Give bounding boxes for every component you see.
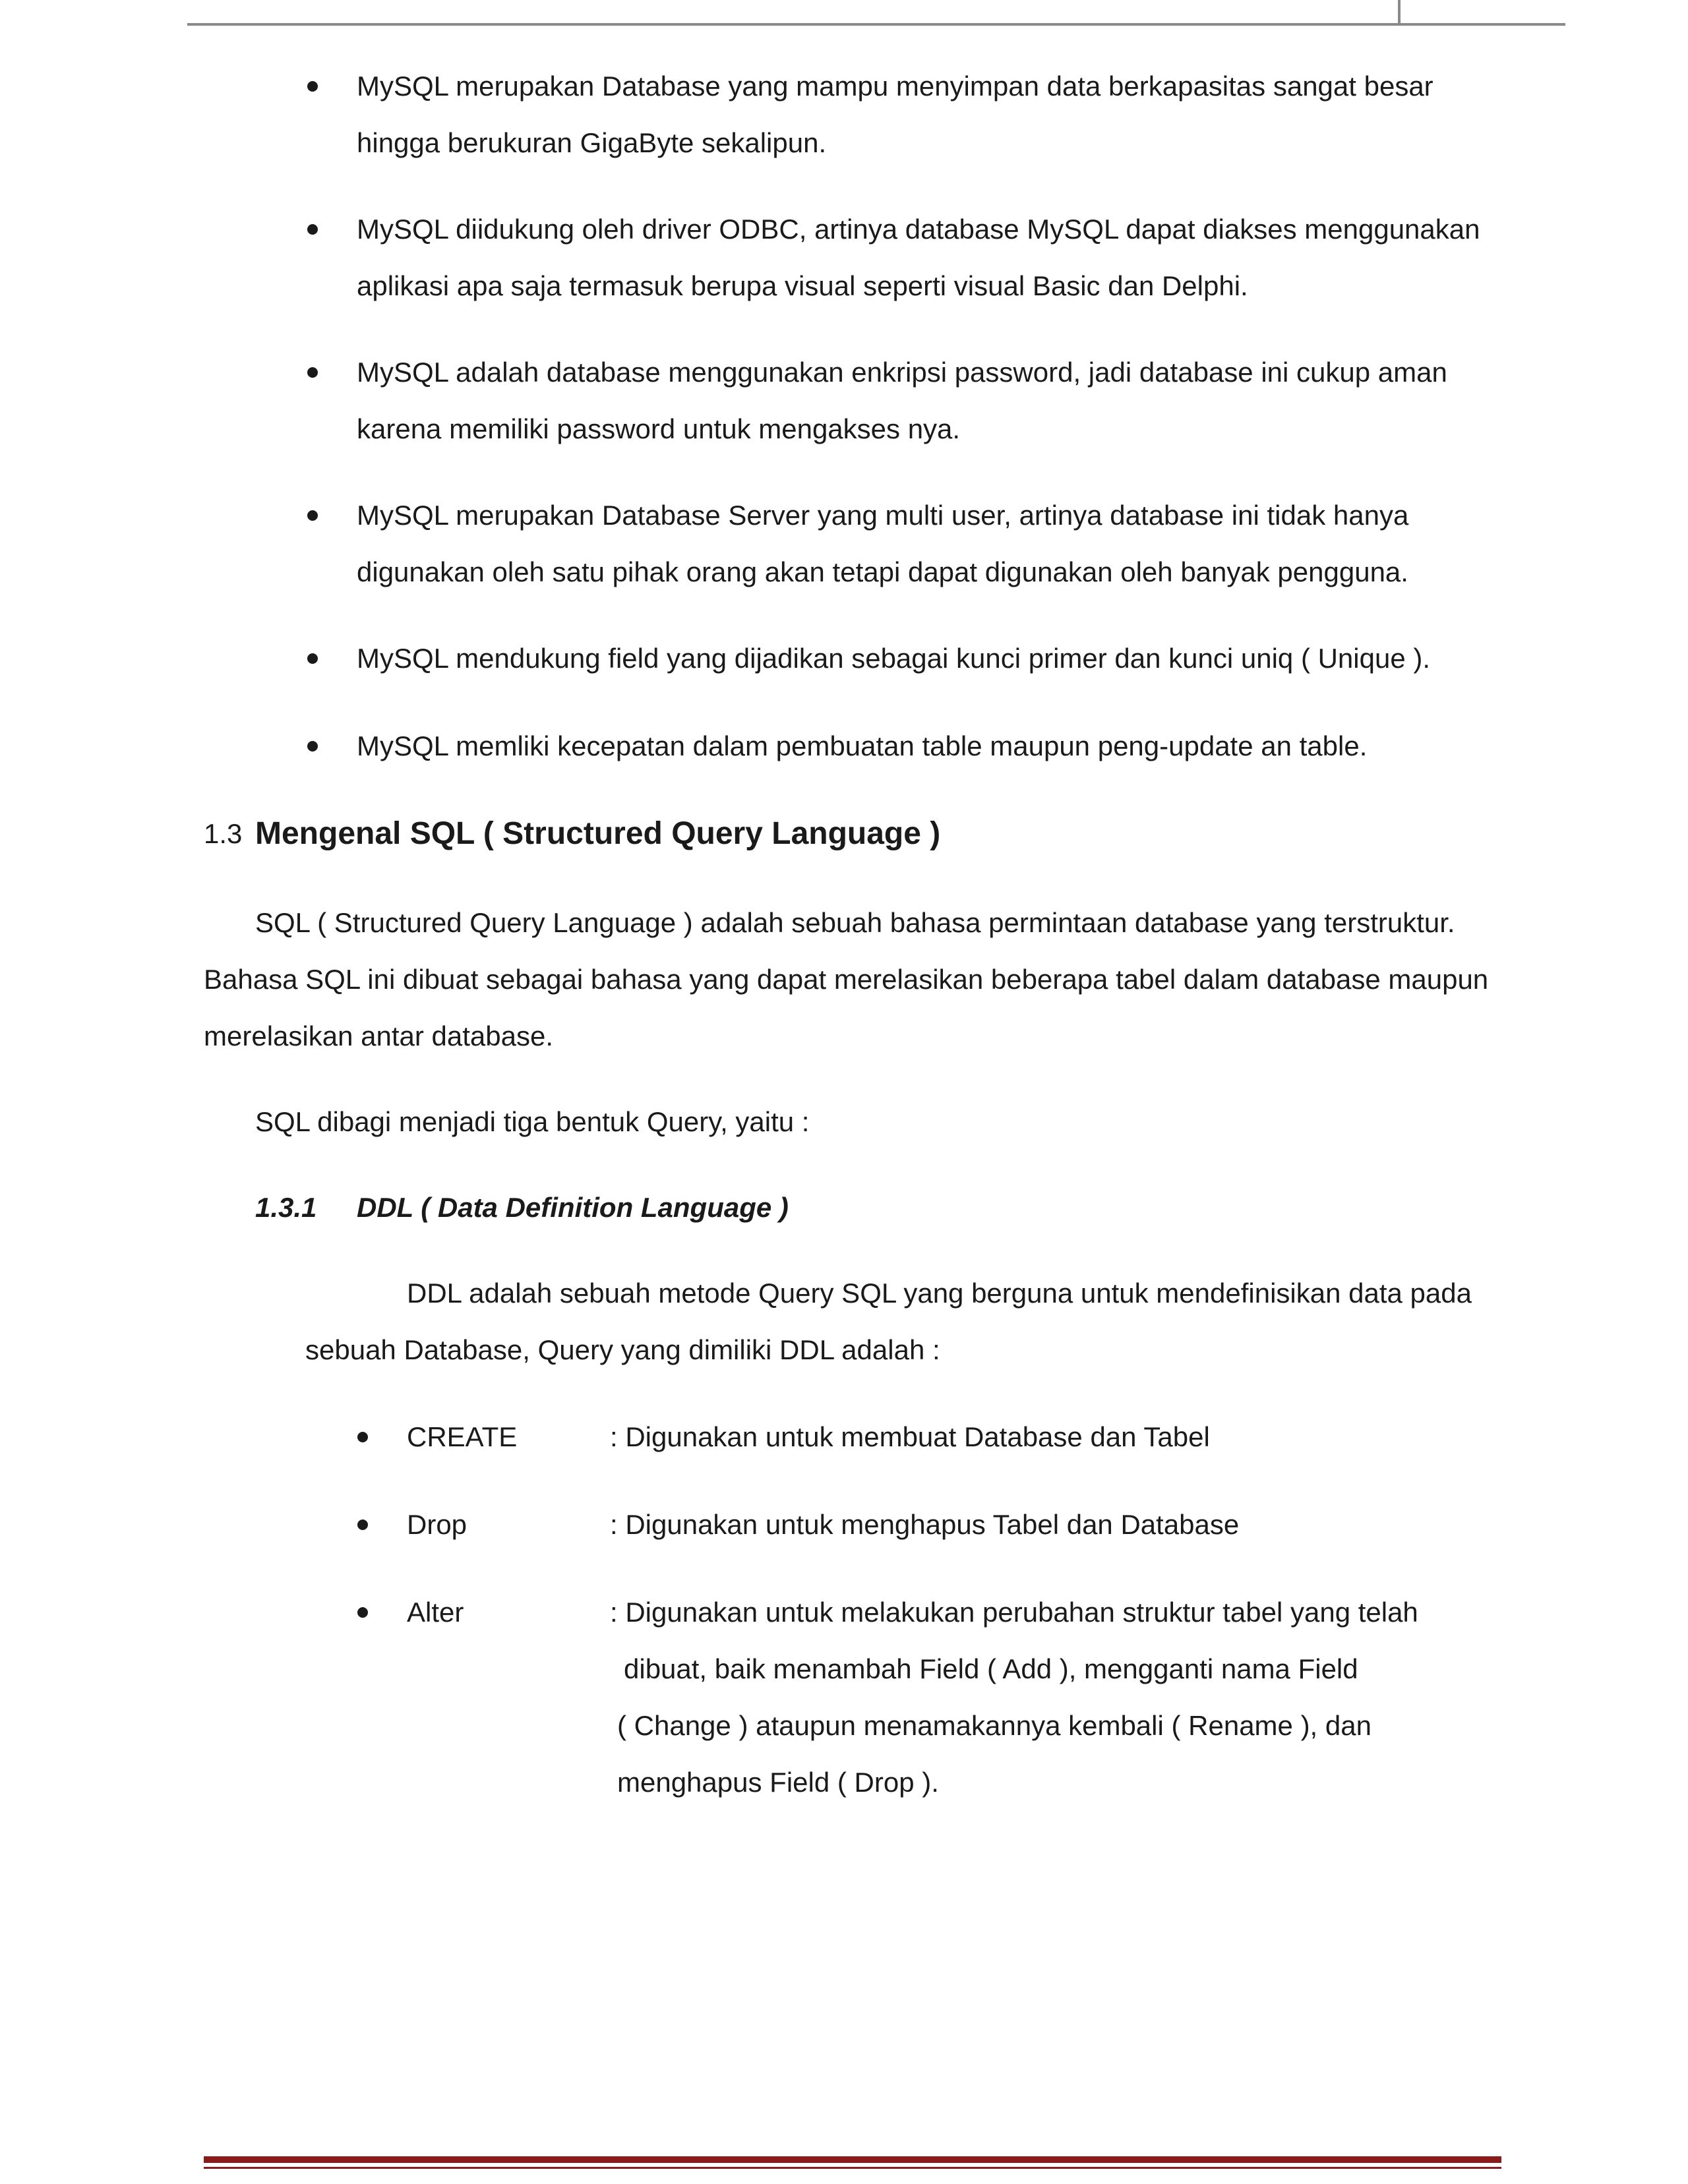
section-number: 1.3 <box>204 818 243 849</box>
header-tick <box>1398 0 1401 24</box>
bullet-icon <box>307 510 318 521</box>
list-item-line: MySQL adalah database menggunakan enkripsi password, jadi database ini cukup aman <box>357 357 1447 388</box>
list-item-line: karena memiliki password untuk mengakses nya. <box>357 413 961 444</box>
bullet-icon <box>357 1520 368 1530</box>
command-name: CREATE <box>407 1421 518 1452</box>
bullet-icon <box>307 741 318 752</box>
paragraph-line: sebuah Database, Query yang dimiliki DDL adalah : <box>305 1334 940 1365</box>
bullet-icon <box>307 81 318 92</box>
bullet-icon <box>307 653 318 664</box>
command-name: Drop <box>407 1509 467 1540</box>
footer-rule-thin <box>204 2167 1501 2169</box>
bullet-icon <box>357 1432 368 1442</box>
bullet-icon <box>357 1607 368 1618</box>
command-description: : Digunakan untuk melakukan perubahan struktur tabel yang telah <box>610 1597 1418 1628</box>
command-description: : Digunakan untuk menghapus Tabel dan Database <box>610 1509 1240 1540</box>
list-item-line: hingga berukuran GigaByte sekalipun. <box>357 127 827 158</box>
command-name: Alter <box>407 1597 464 1628</box>
subsection-number: 1.3.1 <box>255 1192 317 1223</box>
bullet-icon <box>307 367 318 378</box>
list-item-line: MySQL mendukung field yang dijadikan sebagai kunci primer dan kunci uniq ( Unique ). <box>357 643 1431 674</box>
list-item-line: aplikasi apa saja termasuk berupa visual seperti visual Basic dan Delphi. <box>357 270 1248 301</box>
footer-rule <box>204 2156 1501 2163</box>
command-description: menghapus Field ( Drop ). <box>617 1767 939 1798</box>
list-item-line: MySQL merupakan Database Server yang multi user, artinya database ini tidak hanya <box>357 500 1409 531</box>
list-item-line: MySQL diidukung oleh driver ODBC, artinya database MySQL dapat diakses menggunakan <box>357 214 1480 245</box>
section-paragraph-2: SQL dibagi menjadi tiga bentuk Query, yaitu : <box>255 1106 810 1137</box>
header-rule <box>187 23 1565 26</box>
paragraph-line: Bahasa SQL ini dibuat sebagai bahasa yang dapat merelasikan beberapa tabel dalam database maupun <box>204 964 1489 995</box>
command-description: dibuat, baik menambah Field ( Add ), mengganti nama Field <box>624 1653 1358 1684</box>
section-title: Mengenal SQL ( Structured Query Language ) <box>255 816 941 851</box>
list-item-line: MySQL merupakan Database yang mampu menyimpan data berkapasitas sangat besar <box>357 71 1433 102</box>
subsection-title: DDL ( Data Definition Language ) <box>357 1192 789 1223</box>
command-description: : Digunakan untuk membuat Database dan Tabel <box>610 1421 1210 1452</box>
paragraph-line: merelasikan antar database. <box>204 1020 553 1051</box>
paragraph-line: DDL adalah sebuah metode Query SQL yang berguna untuk mendefinisikan data pada <box>407 1278 1472 1309</box>
list-item-line: MySQL memliki kecepatan dalam pembuatan table maupun peng-update an table. <box>357 730 1368 761</box>
paragraph-line: SQL ( Structured Query Language ) adalah sebuah bahasa permintaan database yang terstruktur. <box>255 907 1455 938</box>
command-description: ( Change ) ataupun menamakannya kembali ( Rename ), dan <box>617 1710 1372 1741</box>
bullet-icon <box>307 224 318 235</box>
list-item-line: digunakan oleh satu pihak orang akan tetapi dapat digunakan oleh banyak pengguna. <box>357 556 1408 587</box>
